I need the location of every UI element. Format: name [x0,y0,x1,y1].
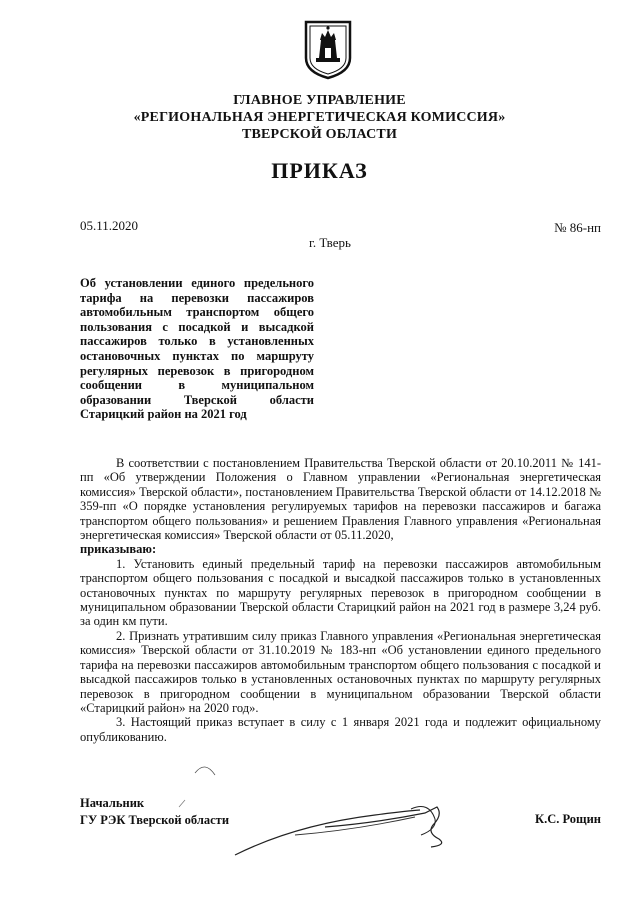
document-city: г. Тверь [309,235,351,250]
subject-line: регулярных перевозок в пригородном [80,363,314,378]
subject-line: пользования с посадкой и высадкой [80,319,314,334]
document-body [80,456,601,744]
position-line-2: ГУ РЭК Тверской области [80,813,230,827]
order-word: приказываю: [80,542,157,557]
document-date: 05.11.2020 [80,218,139,233]
subject-line: образовании Тверской области [80,392,314,407]
issuer-header [0,92,639,143]
signatory-name: К.С. Рощин [535,812,601,826]
subject-line: автомобильным транспортом общего [80,305,314,320]
subject-line: Об установлении единого предельного [80,276,314,290]
order-item-2: 2. Признать утратившим силу приказ Главного управления «Региональная энергетическая комиссия» Тверской области от 31.10.2019 № 183-нп «Об установлении единого предельного тарифа на перевозки пассажиров автомобильным транспортом общего пользования с посадкой и высадкой пассажиров только в установленных остановочных пунктах по маршруту регулярных перевозок в пригородном сообщении в муниципальном образовании Тверской области «Старицкий район» на 2020 год». [80,628,601,715]
subject-line: сообщении в муниципальном [80,378,314,393]
coat-of-arms-icon [302,18,354,80]
subject-line: тарифа на перевозки пассажиров [80,290,314,305]
subject-line: Старицкий район на 2021 год [80,407,247,422]
document-title: ПРИКАЗ [271,158,368,183]
header-line-1: ГЛАВНОЕ УПРАВЛЕНИЕ [233,93,406,108]
document-number: № 86-нп [554,220,601,235]
order-item-3: 3. Настоящий приказ вступает в силу с 1 января 2021 года и подлежит официальному опубликованию. [80,715,601,744]
header-line-2: «РЕГИОНАЛЬНАЯ ЭНЕРГЕТИЧЕСКАЯ КОМИССИЯ» [133,110,506,125]
subject-line: остановочных пунктах по маршруту [80,348,314,363]
header-line-3: ТВЕРСКОЙ ОБЛАСТИ [241,127,398,142]
order-item-1: 1. Установить единый предельный тариф на перевозки пассажиров автомобильным транспортом общего пользования с посадкой и высадкой пассажиров только в установленных остановочных пунктах по маршруту регулярных перевозок в пригородном сообщении в муниципальном образовании Тверской области Старицкий район на 2021 год в размере 3,24 руб. за один км пути. [80,556,601,629]
signatory-position [80,795,229,829]
subject-line: пассажиров только в установленных [80,334,314,349]
position-line-1: Начальник [80,796,145,810]
preamble-paragraph: В соответствии с постановлением Правительства Тверской области от 20.10.2011 № 141-пп «Об утверждении Положения о Главном управлении «Региональная энергетическая комиссия» Тверской области», постановлением Правительства Тверской области от 14.12.2018 № 359-пп «О порядке установления регулируемых тарифов на перевозки пассажиров и багажа транспортом общего пользования» и решением Правления Главного управления «Региональная энергетическая комиссия» Тверской области от 05.11.2020, [80,456,601,543]
document-subject [80,276,314,422]
